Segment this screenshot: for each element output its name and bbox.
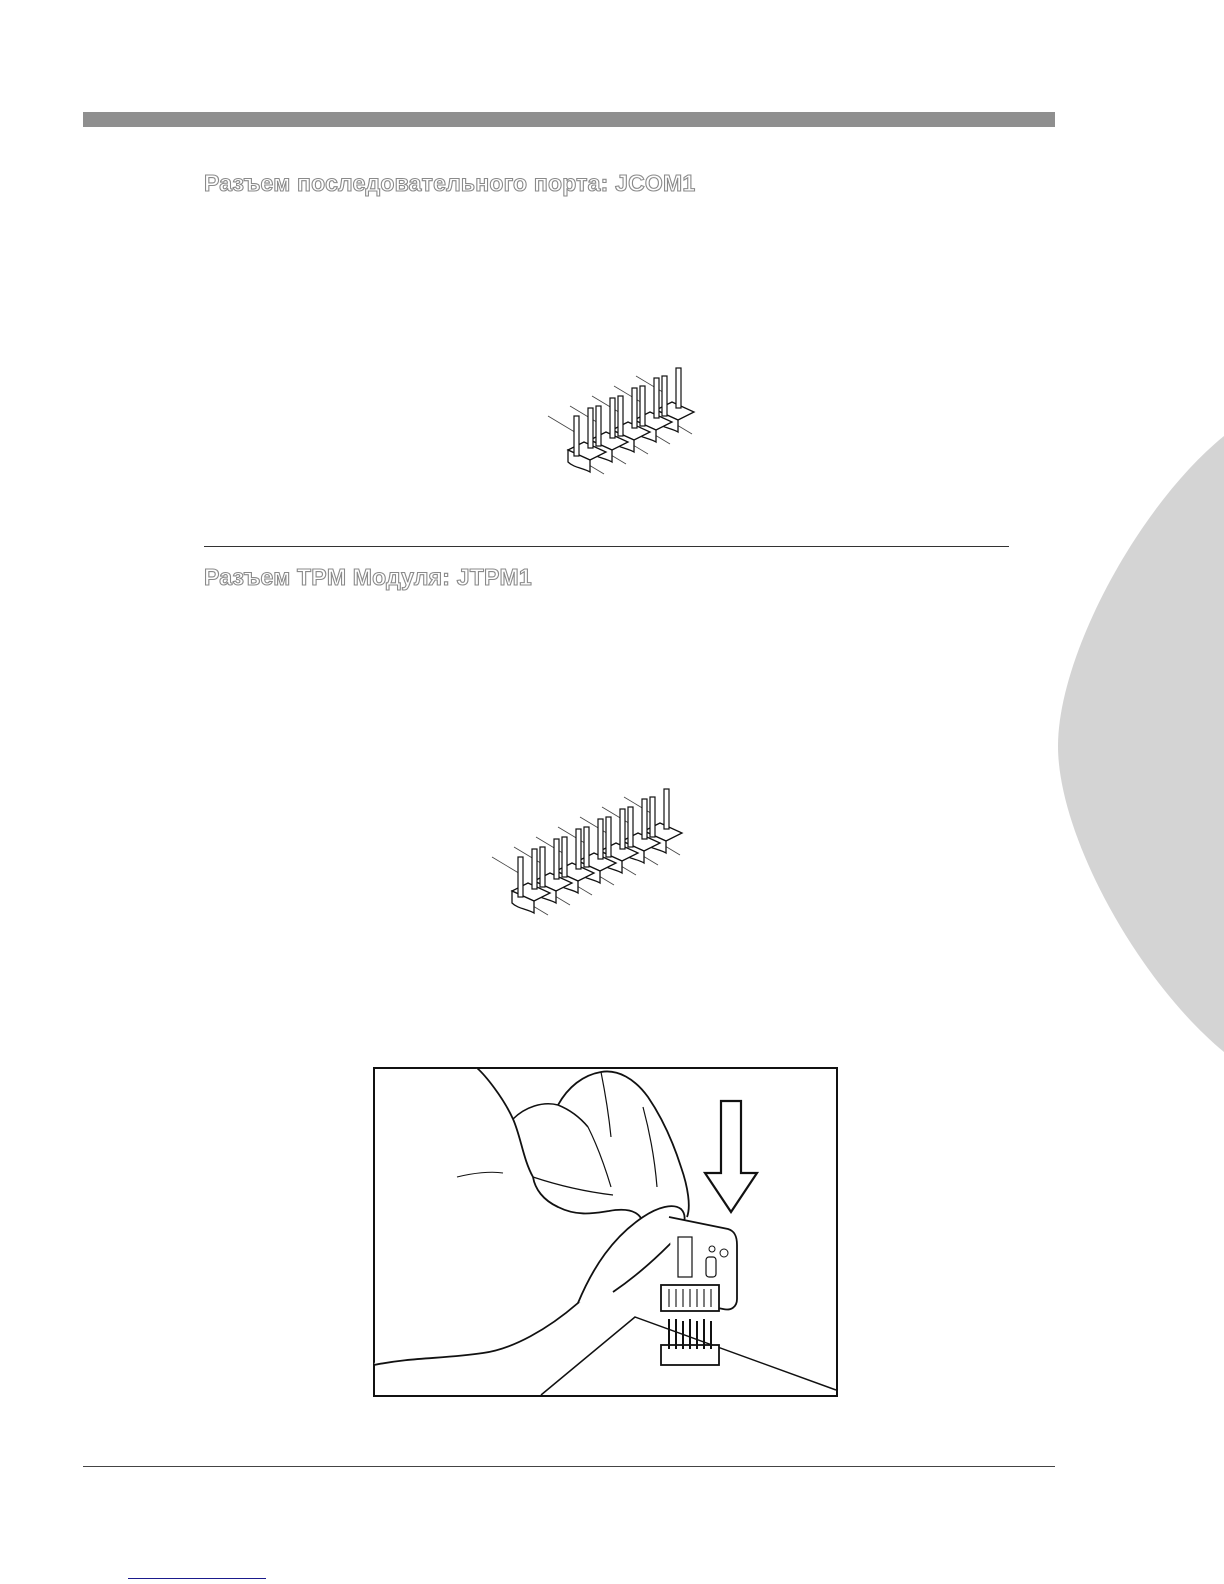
section-divider bbox=[204, 546, 1009, 547]
pin bbox=[606, 817, 611, 857]
pin bbox=[628, 807, 633, 847]
top-header-bar bbox=[83, 112, 1055, 127]
jtpm1-heading: Разъем TPM Модуля: JTPM1 bbox=[204, 564, 532, 590]
pin bbox=[588, 408, 593, 448]
pin bbox=[540, 847, 545, 887]
pin bbox=[518, 857, 523, 897]
pin bbox=[610, 398, 615, 438]
pin bbox=[632, 388, 637, 428]
pin bbox=[598, 819, 603, 859]
pin bbox=[620, 809, 625, 849]
pin bbox=[650, 797, 655, 837]
side-chapter-tab bbox=[1058, 436, 1224, 1052]
pin bbox=[664, 789, 669, 829]
jcom1-heading: Разъем последовательного порта: JCOM1 bbox=[204, 170, 696, 196]
pin bbox=[576, 829, 581, 869]
jtpm1-connector-diagram bbox=[450, 745, 695, 925]
footer-divider bbox=[83, 1466, 1055, 1467]
tpm-install-illustration bbox=[373, 1067, 838, 1397]
pin bbox=[574, 416, 579, 456]
pin bbox=[562, 837, 567, 877]
pin bbox=[618, 396, 623, 436]
pin bbox=[642, 799, 647, 839]
jcom1-connector-diagram bbox=[530, 360, 720, 485]
pin bbox=[532, 849, 537, 889]
footer-link-underline bbox=[128, 1578, 266, 1579]
pin bbox=[640, 386, 645, 426]
pin bbox=[676, 368, 681, 408]
pin bbox=[654, 378, 659, 418]
pin bbox=[596, 406, 601, 446]
pin bbox=[662, 376, 667, 416]
pin bbox=[584, 827, 589, 867]
pin bbox=[554, 839, 559, 879]
